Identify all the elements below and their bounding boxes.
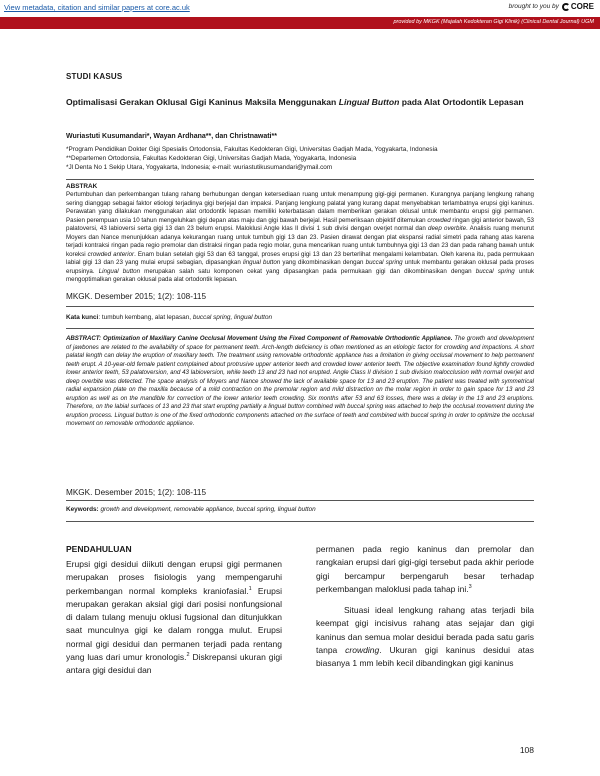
- abstrak-text-h: untuk mengoptimalkan gerakan oklusal pada alat ortodontik lepasan.: [66, 267, 534, 283]
- provider-band: [0, 17, 600, 29]
- abstrak-heading: ABSTRAK: [66, 183, 98, 190]
- core-logo[interactable]: [562, 2, 594, 11]
- abstrak-text-a: Pertumbuhan dan perkembangan tulang rahang berhubungan dengan ketersediaan ruang untuk menampung gigi-gigi permanen. Kurangnya panjang lengkung rahang sering dianggap sebagai faktor etiologi terjadinya gigi berjejal dan impaksi. Panjang lengkung palatal yang kurang dapat menyebabkan terlambatnya erupsi gigi kaninus. Perawatan yang dilakukan menggunakan alat ortodontik lepasan memiliki keterbatasan dalam memberikan gerakan oklusal untuk membantu erupsi gigi permanen. Pasien perempuan usia 10 tahun mengeluhkan gigi depan atas maju dan gigi bawah berjejal. Hasil pemeriksaan objektif ditemukan: [66, 191, 534, 224]
- ref-2: 2: [186, 652, 190, 659]
- body-paragraph-3: [316, 604, 534, 670]
- provider-band-text[interactable]: provided by MKGK (Majalah Kedokteran Gigi Klinik) (Clinical Dental Journal) UGM: [393, 19, 594, 25]
- keywords-text: growth and development, removable appliance, buccal spring, lingual button: [98, 506, 316, 513]
- body-p1b-text: Erupsi merupakan gerakan aksial gigi dari posisi nonfungsional di dalam tulang menuju oklusi fugsional dan ditunjukkan saat munculnya gigi ke dalam rongga mulut. Erupsi normal gigi desidui dan permanen terjadi pada rentang yang luas dari umur kronologis.: [66, 585, 282, 663]
- body-p3-italic: crowding: [345, 645, 380, 656]
- body-p1-text: Erupsi gigi desidui diikuti dengan erupsi gigi permanen merupakan proses fisiologis yang mempengaruhi perkembangan normal kompleks kraniofasial.: [66, 559, 282, 596]
- divider-kata-kunci: [66, 328, 534, 329]
- keywords: [66, 506, 316, 513]
- paper-title: [66, 96, 530, 109]
- abstrak-citation: MKGK. Desember 2015; 1(2): 108-115: [66, 292, 207, 301]
- core-header-bar: [0, 0, 600, 16]
- abstrak-text-e: yang dikombinasikan dengan: [280, 259, 366, 266]
- abstrak-italic-c: crowded anterior: [87, 250, 135, 258]
- abstrak-italic-a: crowded: [427, 216, 451, 224]
- ref-1: 1: [248, 585, 252, 592]
- abstrak-italic-b: deep overbite: [428, 225, 467, 232]
- abstrak-italic-f: Lingual button: [98, 267, 141, 275]
- body-p3b-text: . Ukuran gigi kaninus desidui atas biasanya 1 mm lebih kecil dibandingkan gigi kaninus: [316, 645, 534, 669]
- abstrak-italic-e: buccal spring: [365, 259, 403, 266]
- keywords-label: Keywords:: [66, 506, 99, 513]
- title-part-1: Optimalisasi Gerakan Oklusal Gigi Kaninus Maksila Menggunakan: [66, 97, 339, 107]
- kata-kunci: [66, 314, 272, 321]
- body-p2-text: permanen pada regio kaninus dan premolar dan rangkaian erupsi dari gigi-gigi tersebut pada akhir periode gigi bercampur berpengaruh besar terhadap perkembangan maloklusi pada tahap ini.: [316, 544, 534, 594]
- core-metadata-link[interactable]: View metadata, citation and similar papers at core.ac.uk: [4, 3, 190, 12]
- divider-top: [66, 179, 534, 180]
- kata-kunci-italic: buccal spring, lingual button: [192, 314, 273, 321]
- body-p1c-text: Diskrepansi ukuran gigi antara gigi desidui dan: [66, 652, 282, 676]
- divider-abstract: [66, 500, 534, 501]
- abstrak-text-g: merupakan salah satu komponen cekat yang dipasangkan pada permukaan gigi dan dikombinasikan dengan: [140, 267, 476, 275]
- abstrak-text-b: ringan gigi anterior bawah, 53 palatoversi, 43 labioversi serta gigi 13 dan 23 belum erupsi. Maloklusi Angle klas II divisi 1 sub divisi dengan overjet normal dan: [66, 216, 534, 232]
- core-logo-label: CORE: [570, 2, 594, 11]
- abstract-text: The growth and development of jawbones are related to the availability of space for permanent teeth. Arch-length deficiency is often mentioned as an etiologic factor for crowding and impactions. A short palatal length can delay the eruption of maxillary teeth. The treatment using removable orthodontic appliance has a limitation in giving occlusal movement to help permanent teeth erupt. A 10-year-old female patient complained about protrusive upper anterior teeth and crowded lower anterior teeth. The objective examination found lightly crowded lower anterior teeth, 53 palatoversion, and 43 labioversion, while teeth 13 and 23 had not erupted. Angle Class II division 1 sub division malocclusion with normal overjet and deep overbite was detected. The space analysis of Moyers and Nance showed the lack of available space for 13 and 23 eruption. The patient was treated with symmetrical radial expansion plate on the maxilla because of a mild contraction on the premolar region and mild distraction on the molar region in order to gain space for 13 and 23 eruption as well as on the mandible for correction of the lower anterior teeth crowding. Six months after 53 and 63 losses, there was a delay in the 13 and 23 eruptions. Therefore, on the labial surfaces of 13 and 23 that start erupting partially a lingual button combined with buccal spring was attached to help the occlusal movement during the eruption process. Lingual button is one of the fixed orthodontic components attached on the surface of teeth and combined with buccal spring in order to optimize the occlusal movement on removable orthodontic appliance.: [66, 335, 534, 427]
- authors: Wuriastuti Kusumandari*, Wayan Ardhana**, dan Christnawati**: [66, 133, 277, 140]
- abstrak-italic-g: buccal spring: [475, 267, 515, 275]
- brought-by-label: brought to you by: [508, 3, 559, 10]
- brought-by-core[interactable]: [509, 2, 594, 11]
- divider-abstrak: [66, 306, 534, 307]
- abstrak-text-c: . Analisis ruang menurut Moyers dan Nance menunjukkan adanya kekurangan ruang untuk tumbuh gigi 13 dan 23. Pasien dirawat dengan plat ekspansi radial simetri pada rahang atas karena terjadi kontraksi ringan pada regio premolar dan distraksi ringan pada regio molar, guna mencarikan ruang untuk tumbuhnya gigi 13 dan 23 dan pada rahang bawah untuk koreksi: [66, 225, 534, 258]
- abstrak-text-d: . Enam bulan setelah gigi 53 dan 63 tanggal, proses erupsi gigi 13 dan 23 berterlihat mengalami kelambatan. Oleh karena itu, pada permukaan labial gigi 13 dan 23 yang mulai erupsi sebagian, dipasangkan: [66, 250, 534, 266]
- kata-kunci-label: Kata kunci: [66, 314, 99, 321]
- abstract-citation: MKGK. Desember 2015; 1(2): 108-115: [66, 488, 207, 497]
- body-paragraph-1: [66, 558, 282, 678]
- affiliation-1: *Program Pendidikan Dokter Gigi Spesialis Ortodonsia, Fakultas Kedokteran Gigi, Universitas Gadjah Mada, Yogyakarta, Indonesia: [66, 146, 438, 153]
- abstract-english: [66, 335, 534, 429]
- body-column-left: [66, 543, 282, 678]
- pendahuluan-heading: PENDAHULUAN: [66, 544, 132, 554]
- title-italic: Lingual Button: [338, 97, 400, 107]
- page-number: 108: [519, 745, 534, 755]
- ref-3: 3: [468, 584, 472, 591]
- abstrak-italic-d: lingual button: [242, 259, 281, 266]
- core-logo-icon: [562, 3, 570, 11]
- affiliation-3: *Jl Denta No 1 Sekip Utara, Yogyakarta, Indonesia; e-mail: wuriastutikusumandari@ymail.com: [66, 164, 333, 171]
- body-paragraph-2: [316, 543, 534, 596]
- title-part-2: pada Alat Ortodontik Lepasan: [399, 97, 524, 107]
- section-label: STUDI KASUS: [66, 72, 123, 81]
- divider-keywords: [66, 521, 534, 522]
- abstrak-body: [66, 191, 534, 285]
- affiliation-2: **Departemen Ortodonsia, Fakultas Kedokteran Gigi, Universitas Gadjah Mada, Yogyakarta, Indonesia: [66, 155, 357, 162]
- abstract-heading: ABSTRACT: Optimization of Maxillary Canine Occlusal Movement Using the Fixed Component of Removable Orthodontic Appliance.: [66, 335, 453, 342]
- body-column-right: [316, 543, 534, 671]
- kata-kunci-text: : tumbuh kembang, alat lepasan,: [98, 314, 193, 321]
- body-p3a-text: Situasi ideal lengkung rahang atas terjadi bila keempat gigi incisivus rahang atas sejajar dan gigi kaninus dan semua molar desidui berada pada satu garis tanpa: [316, 605, 534, 656]
- abstrak-text-f: untuk membantu gerakan oklusal pada proses erupsinya.: [66, 259, 534, 275]
